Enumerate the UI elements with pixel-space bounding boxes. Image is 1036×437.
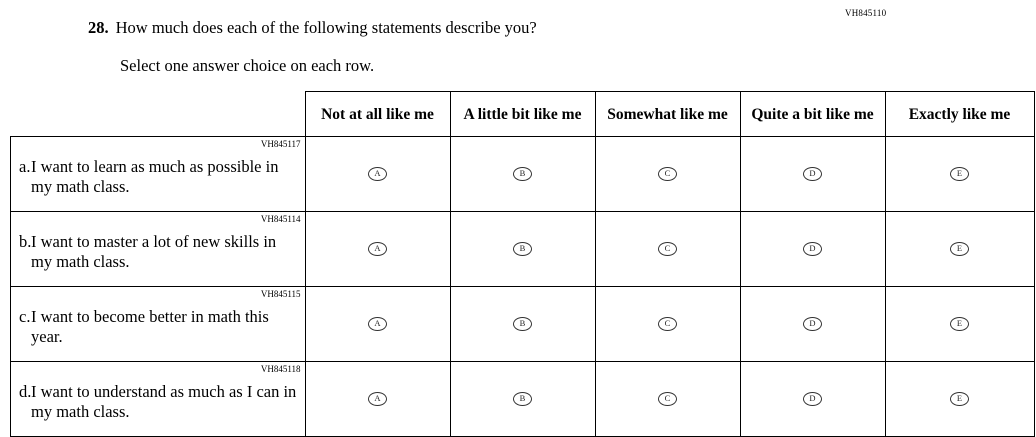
instruction-prefix: Select <box>120 56 165 75</box>
matrix-body <box>11 137 1035 437</box>
bubble-letter[interactable]: A <box>368 167 387 181</box>
matrix-header-row <box>11 92 1035 137</box>
radio-b-3[interactable] <box>595 212 740 287</box>
radio-a-5[interactable] <box>885 137 1034 212</box>
row-letter-b: b. <box>19 232 32 251</box>
question-text: How much does each of the following statements describe you? <box>115 18 537 37</box>
bubble-letter[interactable]: C <box>658 317 677 331</box>
radio-d-1[interactable] <box>305 362 450 437</box>
radio-b-1[interactable] <box>305 212 450 287</box>
response-matrix-table <box>10 91 1035 437</box>
radio-c-4[interactable] <box>740 287 885 362</box>
row-letter-c: c. <box>19 307 31 326</box>
radio-c-2[interactable] <box>450 287 595 362</box>
table-row <box>11 137 1035 212</box>
question-block <box>88 18 788 76</box>
bubble-letter[interactable]: C <box>658 167 677 181</box>
item-code-top-right: VH845110 <box>845 8 887 18</box>
row-text-c: I want to become better in math this year. <box>31 307 269 346</box>
row-stem-c <box>11 287 306 362</box>
instruction-emphasis: one <box>164 56 189 75</box>
radio-d-5[interactable] <box>885 362 1034 437</box>
bubble-letter[interactable]: E <box>950 317 969 331</box>
question-number: 28. <box>88 18 109 37</box>
row-code-d: VH845118 <box>260 364 301 374</box>
radio-b-4[interactable] <box>740 212 885 287</box>
bubble-letter[interactable]: E <box>950 392 969 406</box>
question-instruction <box>120 56 788 76</box>
bubble-letter[interactable]: A <box>368 242 387 256</box>
table-row <box>11 287 1035 362</box>
bubble-letter[interactable]: B <box>513 392 532 406</box>
radio-d-3[interactable] <box>595 362 740 437</box>
row-letter-a: a. <box>19 157 31 176</box>
table-row <box>11 212 1035 287</box>
row-text-d: I want to understand as much as I can in my math class. <box>31 382 297 421</box>
row-stem-b <box>11 212 306 287</box>
table-row <box>11 362 1035 437</box>
row-text-b: I want to master a lot of new skills in my math class. <box>31 232 277 271</box>
column-header-exactly: Exactly like me <box>885 92 1034 137</box>
bubble-letter[interactable]: D <box>803 167 822 181</box>
bubble-letter[interactable]: A <box>368 392 387 406</box>
radio-b-5[interactable] <box>885 212 1034 287</box>
matrix-header <box>11 92 1035 137</box>
header-blank-corner <box>11 92 306 137</box>
bubble-letter[interactable]: C <box>658 242 677 256</box>
column-header-somewhat: Somewhat like me <box>595 92 740 137</box>
radio-b-2[interactable] <box>450 212 595 287</box>
bubble-letter[interactable]: D <box>803 317 822 331</box>
row-stem-a <box>11 137 306 212</box>
radio-c-5[interactable] <box>885 287 1034 362</box>
row-code-b: VH845114 <box>260 214 301 224</box>
column-header-a-little-bit: A little bit like me <box>450 92 595 137</box>
row-code-c: VH845115 <box>260 289 301 299</box>
radio-a-3[interactable] <box>595 137 740 212</box>
bubble-letter[interactable]: D <box>803 242 822 256</box>
column-header-quite-a-bit: Quite a bit like me <box>740 92 885 137</box>
column-header-not-at-all: Not at all like me <box>305 92 450 137</box>
radio-c-1[interactable] <box>305 287 450 362</box>
radio-d-2[interactable] <box>450 362 595 437</box>
question-stem <box>88 18 788 38</box>
instruction-suffix: answer choice on each row. <box>188 56 375 75</box>
radio-a-2[interactable] <box>450 137 595 212</box>
bubble-letter[interactable]: E <box>950 242 969 256</box>
bubble-letter[interactable]: E <box>950 167 969 181</box>
bubble-letter[interactable]: B <box>513 242 532 256</box>
radio-a-4[interactable] <box>740 137 885 212</box>
bubble-letter[interactable]: D <box>803 392 822 406</box>
row-letter-d: d. <box>19 382 32 401</box>
bubble-letter[interactable]: B <box>513 167 532 181</box>
radio-d-4[interactable] <box>740 362 885 437</box>
radio-a-1[interactable] <box>305 137 450 212</box>
row-stem-d <box>11 362 306 437</box>
row-text-a: I want to learn as much as possible in my math class. <box>31 157 279 196</box>
radio-c-3[interactable] <box>595 287 740 362</box>
bubble-letter[interactable]: A <box>368 317 387 331</box>
bubble-letter[interactable]: B <box>513 317 532 331</box>
bubble-letter[interactable]: C <box>658 392 677 406</box>
row-code-a: VH845117 <box>260 139 301 149</box>
